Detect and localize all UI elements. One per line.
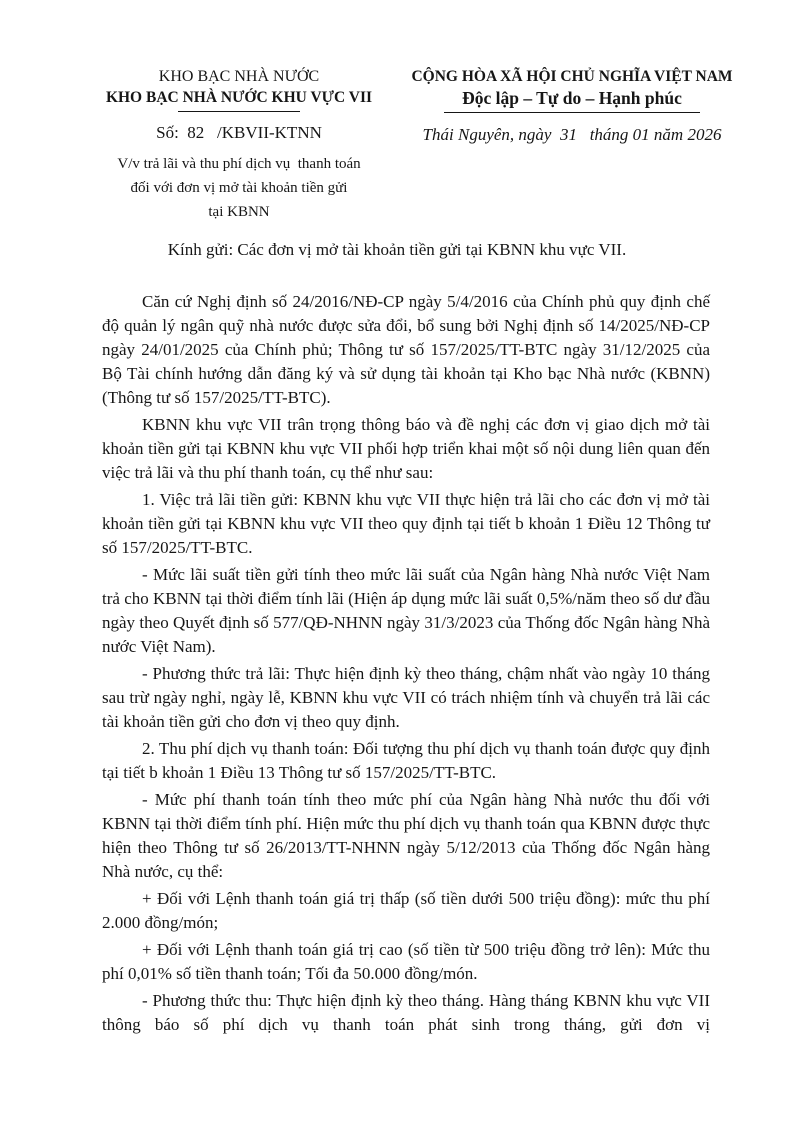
document-subject-line-3: tại KBNN xyxy=(208,204,270,220)
document-subject-line-2: đối với đơn vị mở tài khoản tiền gửi xyxy=(130,180,348,196)
body-paragraph: Căn cứ Nghị định số 24/2016/NĐ-CP ngày 5/4/2016 của Chính phủ quy định chế độ quản lý ngân quỹ nhà nước được sửa đổi, bổ sung bởi Nghị định số 14/2025/NĐ-CP ngày 24/01/2025 của Chính phủ; Thông tư số 157/2025/TT-BTC ngày 31/12/2025 của Bộ Tài chính hướng dẫn đăng ký và sử dụng tài khoản tại Kho bạc Nhà nước (KBNN) (Thông tư số 157/2025/TT-BTC). xyxy=(102,292,710,407)
national-header-block xyxy=(396,66,748,224)
place-and-date-line: Thái Nguyên, ngày 31 tháng 01 năm 2026 xyxy=(422,125,722,144)
issuing-agency-name: KHO BẠC NHÀ NƯỚC KHU VỰC VII xyxy=(105,89,373,106)
motto-underline-divider xyxy=(444,112,700,113)
document-header xyxy=(0,66,794,224)
body-paragraph: + Đối với Lệnh thanh toán giá trị thấp (số tiền dưới 500 triệu đồng): mức thu phí 2.000 đồng/món; xyxy=(102,889,710,932)
country-title: CỘNG HÒA XÃ HỘI CHỦ NGHĨA VIỆT NAM xyxy=(411,68,733,85)
body-paragraph: + Đối với Lệnh thanh toán giá trị cao (số tiền từ 500 triệu đồng trở lên): Mức thu phí 0,01% số tiền thanh toán; Tối đa 50.000 đồng/món. xyxy=(102,940,710,983)
document-number: Số: 82 /KBVII-KTNN xyxy=(156,123,322,142)
issuing-agency-block xyxy=(90,66,388,224)
body-paragraph: - Mức lãi suất tiền gửi tính theo mức lãi suất của Ngân hàng Nhà nước Việt Nam trả cho KBNN tại thời điểm tính lãi (Hiện áp dụng mức lãi suất 0,5%/năm theo số dư đầu ngày theo Quyết định số 577/QĐ-NHNN ngày 31/3/2023 của Thống đốc Ngân hàng Nhà nước Việt Nam). xyxy=(102,565,710,656)
national-motto: Độc lập – Tự do – Hạnh phúc xyxy=(462,88,682,108)
body-paragraph: - Phương thức trả lãi: Thực hiện định kỳ theo tháng, chậm nhất vào ngày 10 tháng sau trừ ngày nghỉ, ngày lễ, KBNN khu vực VII có trách nhiệm tính và chuyển trả lãi các tài khoản tiền gửi cho đơn vị theo quy định. xyxy=(102,664,710,731)
salutation-line: Kính gửi: Các đơn vị mở tài khoản tiền gửi tại KBNN khu vực VII. xyxy=(167,240,627,259)
document-body xyxy=(102,290,710,1037)
body-paragraph: 2. Thu phí dịch vụ thanh toán: Đối tượng thu phí dịch vụ thanh toán được quy định tại tiết b khoản 1 Điều 13 Thông tư số 157/2025/TT-BTC. xyxy=(102,739,710,782)
agency-underline-divider xyxy=(178,111,300,112)
body-paragraph: - Mức phí thanh toán tính theo mức phí của Ngân hàng Nhà nước thu đối với KBNN tại thời điểm tính phí. Hiện mức thu phí dịch vụ thanh toán qua KBNN được thực hiện theo Thông tư số 26/2013/TT-NHNN ngày 5/12/2013 của Thống đốc Ngân hàng Nhà nước, cụ thể: xyxy=(102,790,710,881)
body-paragraph: 1. Việc trả lãi tiền gửi: KBNN khu vực VII thực hiện trả lãi cho các đơn vị mở tài khoản tiền gửi tại KBNN khu vực VII theo quy định tại tiết b khoản 1 Điều 12 Thông tư số 157/2025/TT-BTC. xyxy=(102,490,710,557)
body-paragraph: - Phương thức thu: Thực hiện định kỳ theo tháng. Hàng tháng KBNN khu vực VII thông báo số phí dịch vụ thanh toán phát sinh trong tháng, gửi đơn vị xyxy=(102,991,710,1034)
parent-agency-name: KHO BẠC NHÀ NƯỚC xyxy=(158,68,320,85)
document-subject-line-1: V/v trả lãi và thu phí dịch vụ thanh toán xyxy=(117,156,361,172)
body-paragraph: KBNN khu vực VII trân trọng thông báo và đề nghị các đơn vị giao dịch mở tài khoản tiền gửi tại KBNN khu vực VII phối hợp triển khai một số nội dung liên quan đến việc trả lãi và thu phí thanh toán, cụ thể như sau: xyxy=(102,415,710,482)
